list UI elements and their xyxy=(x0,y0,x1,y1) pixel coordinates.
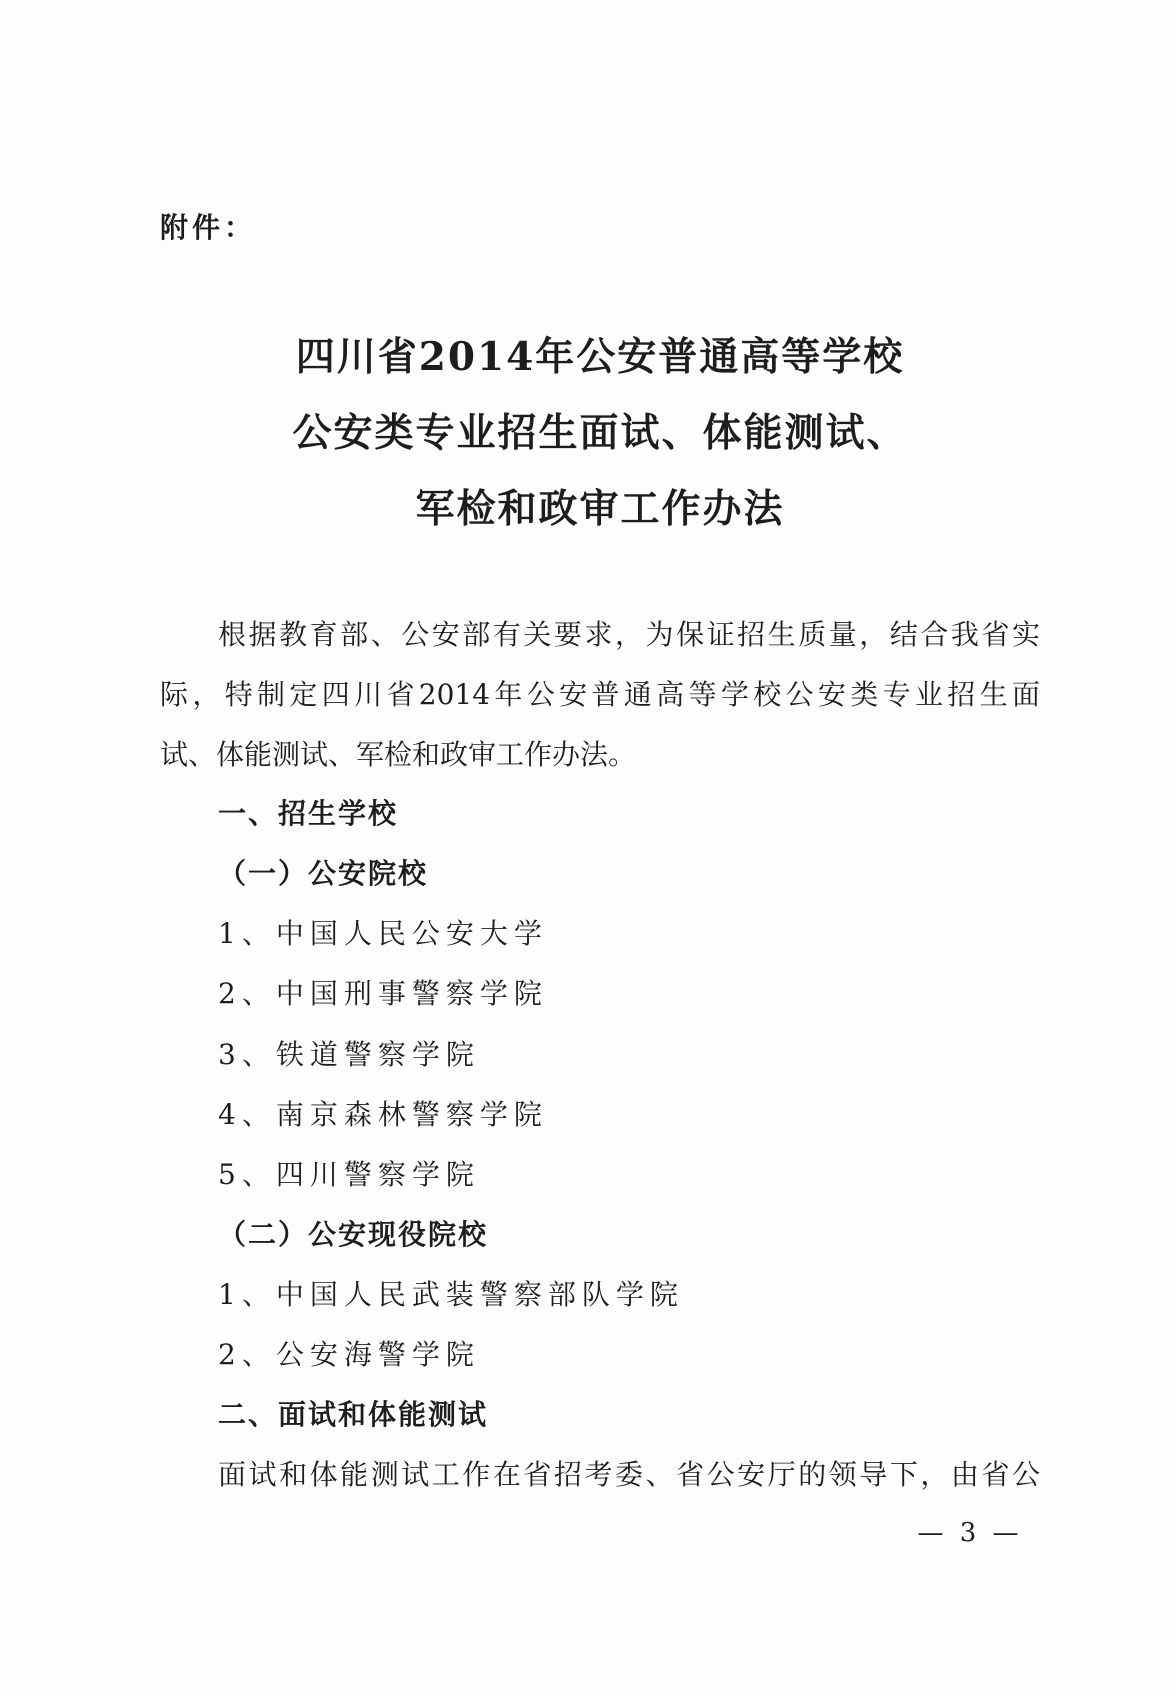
list-item: 2、公安海警学院 xyxy=(218,1338,480,1371)
document-title-line-2: 公安类专业招生面试、体能测试、 xyxy=(292,410,908,456)
section2-paragraph-line-1: 面试和体能测试工作在省招考委、省公安厅的领导下，由省公 xyxy=(218,1458,1040,1491)
list-item: 4、南京森林警察学院 xyxy=(218,1098,548,1131)
subsection-heading-active-duty-academies: （二）公安现役院校 xyxy=(218,1218,489,1251)
intro-paragraph-line-3: 试、体能测试、军检和政审工作办法。 xyxy=(160,738,637,771)
page-number: — 3 — xyxy=(917,1518,1023,1548)
intro-paragraph-line-2: 际，特制定四川省2014年公安普通高等学校公安类专业招生面 xyxy=(160,678,1040,711)
document-title-line-1: 四川省2014年公安普通高等学校 xyxy=(295,334,905,380)
intro-paragraph-line-1: 根据教育部、公安部有关要求，为保证招生质量，结合我省实 xyxy=(218,618,1040,651)
list-item: 1、中国人民武装警察部队学院 xyxy=(218,1278,684,1311)
list-item: 3、铁道警察学院 xyxy=(218,1038,480,1071)
list-item: 2、中国刑事警察学院 xyxy=(218,977,548,1010)
subsection-heading-police-academies: （一）公安院校 xyxy=(218,857,429,890)
attachment-label: 附件： xyxy=(160,211,257,244)
list-item: 5、四川警察学院 xyxy=(218,1158,480,1191)
section-heading-interview-fitness: 二、面试和体能测试 xyxy=(218,1398,489,1431)
list-item: 1、中国人民公安大学 xyxy=(218,917,548,950)
section-heading-schools: 一、招生学校 xyxy=(218,797,399,830)
document-title-line-3: 军检和政审工作办法 xyxy=(415,486,785,532)
